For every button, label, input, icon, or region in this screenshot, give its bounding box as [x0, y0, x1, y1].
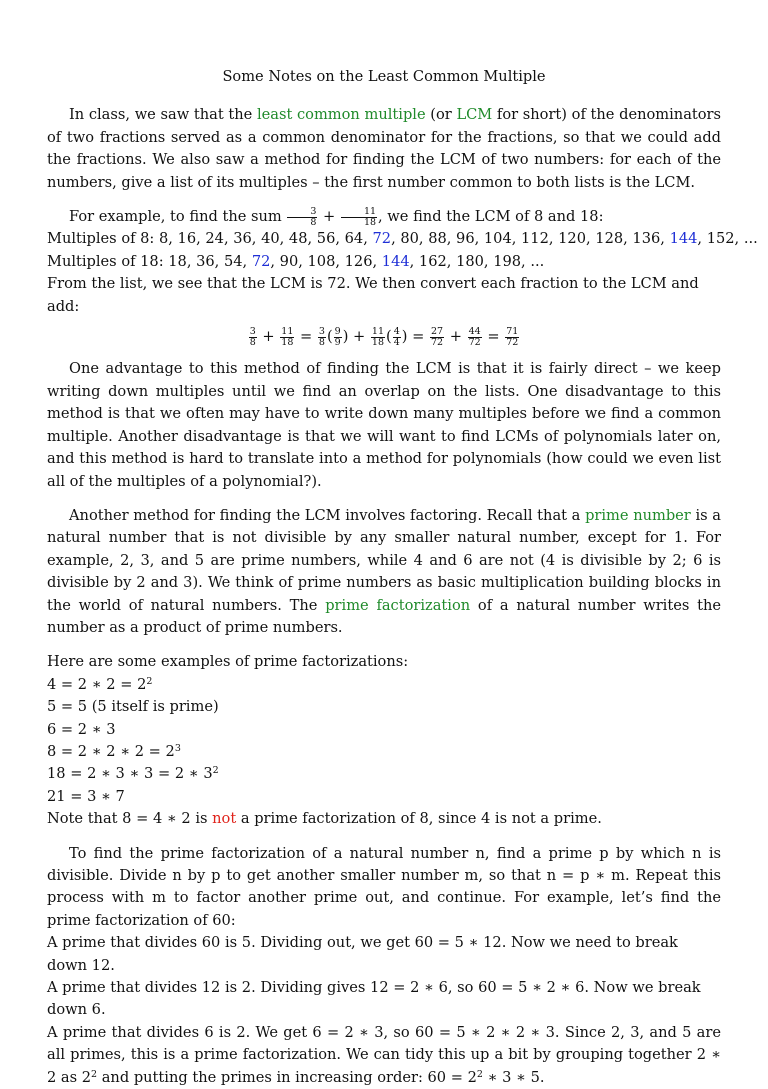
example-line: 6 = 2 ∗ 3 [47, 720, 116, 738]
step-line: A prime that divides 6 is 2. We get 6 = 2 ∗ 3, so 60 = 5 ∗ 2 ∗ 2 ∗ 3. Since 2, 3, and 5 are all primes, this is a prime factorization. We can tidy this up a bit by grouping together 2 ∗ 2 as $2^2$ and putting the primes in increasing order: $60 = 2^2$ ∗ 3 ∗ 5. [47, 1023, 721, 1086]
emphasis-not: not [212, 810, 237, 828]
example-conclusion: From the list, we see that the LCM is 72. We then convert each fraction to the LCM and add: [47, 275, 699, 315]
fraction-3-8: $\frac{3}{8}$ [287, 207, 317, 228]
example-line: 5 = 5 (5 itself is prime) [47, 698, 219, 716]
factorization-examples [47, 651, 721, 830]
fraction: $\frac{44}{72}$ [468, 325, 481, 348]
fraction: $\frac{3}{8}$ [318, 325, 325, 348]
example-intro: For example, to find the sum $\frac{3}{8}$ + $\frac{11}{18}$ , we find the LCM of 8 and 18: [69, 205, 604, 228]
paragraph-intro: In class, we saw that the least common multiple (or LCM for short) of the denominators of two fractions served as a common denominator for the fractions, so that we could add the fractions. We also saw a method for finding the LCM of two numbers: for each of the numbers, give a list of its multiples – the first number common to both lists is the LCM. [47, 106, 722, 191]
highlight-144: 144 [669, 230, 698, 248]
fraction: $\frac{9}{9}$ [334, 325, 341, 348]
term-prime-number: prime number [585, 506, 691, 524]
paragraph-procedure: To find the prime factorization of a natural number n, find a prime p by which n is divisible. Divide n by p to get another smaller number m, so that n = p ∗ m. Repeat this process with m to factor another prime out, and continue. For example, let’s find the prime factorization of 60: [47, 844, 721, 929]
highlight-144: 144 [381, 252, 410, 270]
fraction: $\frac{11}{18}$ [281, 325, 294, 348]
multiples-of-8: Multiples of 8: 8, 16, 24, 36, 40, 48, 56, 64, 72, 80, 88, 96, 104, 112, 120, 128, 136, 144, 152, ... [47, 230, 758, 248]
conversion-equation: $\frac{3}{8}$ + $\frac{11}{18}$ = $\frac{3}{8}$ ( $\frac{9}{9}$ ) + $\frac{11}{18}$ ( $\frac{4}{4}$ ) = $\frac{27}{72}$ + $\frac{44}{72}$ = $\frac{71}{72}$ [249, 325, 519, 348]
term-lcm: LCM [456, 106, 493, 124]
fraction: $\frac{71}{72}$ [506, 325, 519, 348]
multiples-of-18: Multiples of 18: 18, 36, 54, 72, 90, 108, 126, 144, 162, 180, 198, ... [47, 252, 545, 270]
example-note: Note that 8 = 4 ∗ 2 is not a prime factorization of 8, since 4 is not a prime. [47, 810, 602, 828]
examples-heading: Here are some examples of prime factorizations: [47, 653, 409, 671]
highlight-72: 72 [251, 252, 271, 270]
page-title: Some Notes on the Least Common Multiple [222, 68, 546, 85]
paragraph-prime-numbers: Another method for finding the LCM involves factoring. Recall that a prime number is a natural number that is not divisible by any smaller natural number, except for 1. For example, 2, 3, and 5 are prime numbers, while 4 and 6 are not (4 is divisible by 2; 6 is divisible by 2 and 3). We think of prime numbers as basic multiplication building blocks in the world of natural numbers. The prime factorization of a natural number writes the number as a product of prime numbers. [47, 506, 722, 636]
paragraph-advantages: One advantage to this method of finding the LCM is that it is fairly direct – we keep writing down multiples until we find an overlap on the lists. One disadvantage to this method is that we often may have to write down many multiples before we find a common multiple. Another disadvantage is that we will want to find LCMs of polynomials later on, and this method is hard to translate into a method for polynomials (how could we even list all of the multiples of a polynomial?). [47, 360, 721, 490]
term-prime-factorization: prime factorization [325, 596, 471, 614]
example-line: 4 = 2 ∗ $2 = 2^2$ [47, 675, 153, 693]
factorization-steps [47, 932, 721, 1089]
example-line: 18 = 2 ∗ 3 ∗ 3 = 2 ∗ $3^2$ [47, 765, 219, 783]
fraction-11-18: $\frac{11}{18}$ [341, 207, 377, 228]
step-line: A prime that divides 60 is 5. Dividing out, we get 60 = 5 ∗ 12. Now we need to break down 12. [47, 934, 678, 974]
example-line: 21 = 3 ∗ 7 [47, 787, 125, 805]
fraction: $\frac{4}{4}$ [393, 325, 400, 348]
fraction: $\frac{11}{18}$ [371, 325, 384, 348]
highlight-72: 72 [372, 230, 392, 248]
example-line: 8 = 2 ∗ 2 ∗ $2 = 2^3$ [47, 742, 181, 760]
fraction: $\frac{27}{72}$ [430, 325, 444, 348]
step-line: A prime that divides 12 is 2. Dividing gives 12 = 2 ∗ 6, so 60 = 5 ∗ 2 ∗ 6. Now we break down 6. [47, 979, 701, 1019]
term-least-common-multiple: least common multiple [256, 106, 426, 124]
document-page [47, 60, 758, 1089]
fraction: $\frac{3}{8}$ [249, 325, 256, 348]
